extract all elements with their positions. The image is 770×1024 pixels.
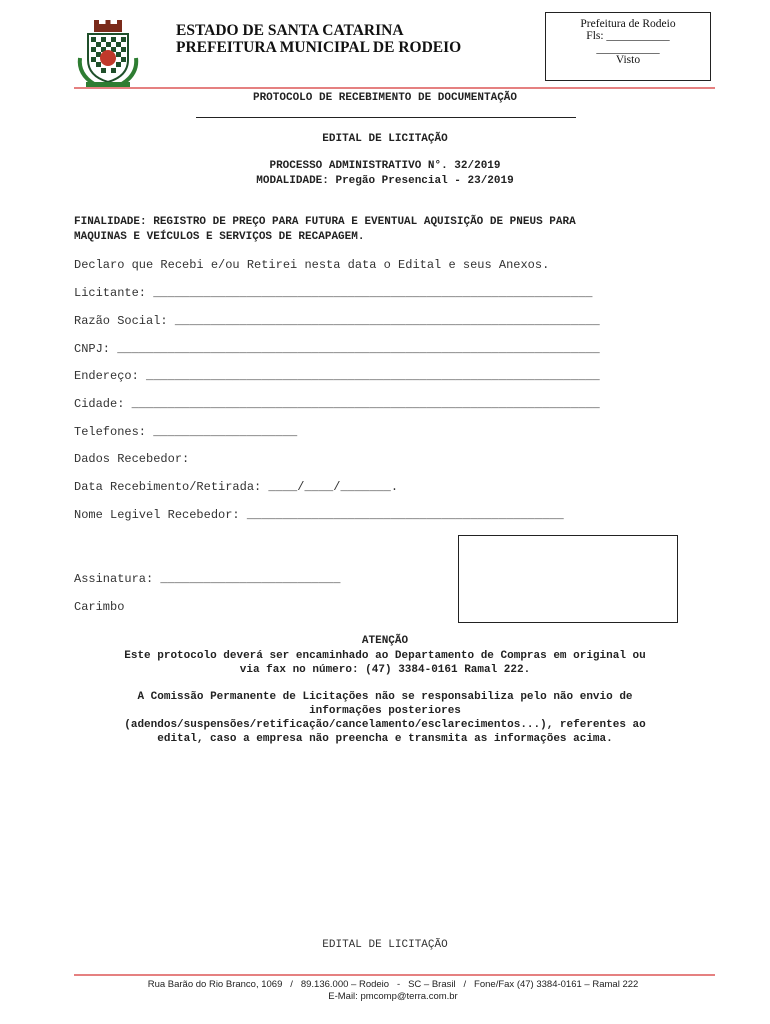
state-name: ESTADO DE SANTA CATARINA (176, 22, 404, 39)
finalidade-line-2: MAQUINAS E VEÍCULOS E SERVIÇOS DE RECAPAGEM. (74, 231, 365, 243)
coat-of-arms-logo (70, 18, 146, 90)
cnpj-field: CNPJ: ___________________________________________________________________ (74, 342, 600, 356)
nome-legivel-field: Nome Legivel Recebedor: ____________________________________________ (74, 508, 564, 522)
modalidade-line: MODALIDADE: Pregão Presencial - 23/2019 (256, 175, 514, 187)
telefones-field: Telefones: ____________________ (74, 425, 298, 439)
title-underline (196, 117, 576, 118)
disclaimer-line-2: informações posteriores (309, 705, 461, 717)
assinatura-field: Assinatura: _________________________ (74, 572, 341, 586)
disclaimer-line-3: (adendos/suspensões/retificação/cancelamento/esclarecimentos...), referentes ao (124, 719, 646, 731)
footer-edital-label: EDITAL DE LICITAÇÃO (322, 939, 448, 951)
municipality-name: PREFEITURA MUNICIPAL DE RODEIO (176, 39, 462, 56)
data-recebimento-field: Data Recebimento/Retirada: ____/____/_______. (74, 480, 399, 494)
dados-recebedor-label: Dados Recebedor: (74, 452, 190, 466)
stamp-box (545, 12, 711, 81)
finalidade-line-1: FINALIDADE: REGISTRO DE PREÇO PARA FUTURA E EVENTUAL AQUISIÇÃO DE PNEUS PARA (74, 216, 576, 228)
cidade-field: Cidade: _________________________________________________________________ (74, 397, 600, 411)
stamp-area-box (458, 535, 678, 623)
razao-social-field: Razão Social: ___________________________________________________________ (74, 314, 600, 328)
footer-address: Rua Barão do Rio Branco, 1069 / 89.136.000 – Rodeio - SC – Brasil / Fone/Fax (47) 3384-0161 – Ramal 222 (147, 979, 639, 990)
document-title: PROTOCOLO DE RECEBIMENTO DE DOCUMENTAÇÃO (252, 92, 518, 104)
attention-line-1: Este protocolo deverá ser encaminhado ao Departamento de Compras em original ou (124, 650, 646, 662)
declaration-text: Declaro que Recebi e/ou Retirei nesta data o Edital e seus Anexos. (74, 258, 550, 272)
attention-heading: ATENÇÃO (361, 635, 409, 647)
stamp-line-1: Prefeitura de Rodeio (580, 18, 676, 30)
disclaimer-line-4: edital, caso a empresa não preencha e transmita as informações acima. (157, 733, 613, 745)
header-divider (74, 87, 715, 89)
attention-line-2: via fax no número: (47) 3384-0161 Ramal 222. (239, 664, 531, 676)
stamp-line-3: ___________ (596, 43, 660, 55)
footer-email: E-Mail: pmcomp@terra.com.br (328, 991, 458, 1002)
licitante-field: Licitante: _____________________________________________________________ (74, 286, 593, 300)
carimbo-label: Carimbo (74, 600, 125, 614)
edital-subtitle: EDITAL DE LICITAÇÃO (322, 133, 448, 145)
disclaimer-line-1: A Comissão Permanente de Licitações não se responsabiliza pelo não envio de (137, 691, 633, 703)
processo-line: PROCESSO ADMINISTRATIVO N°. 32/2019 (269, 160, 501, 172)
stamp-line-2: Fls: ___________ (586, 30, 670, 42)
endereco-field: Endereço: _______________________________________________________________ (74, 369, 600, 383)
footer-divider (74, 974, 715, 976)
stamp-line-4: Visto (615, 54, 641, 66)
